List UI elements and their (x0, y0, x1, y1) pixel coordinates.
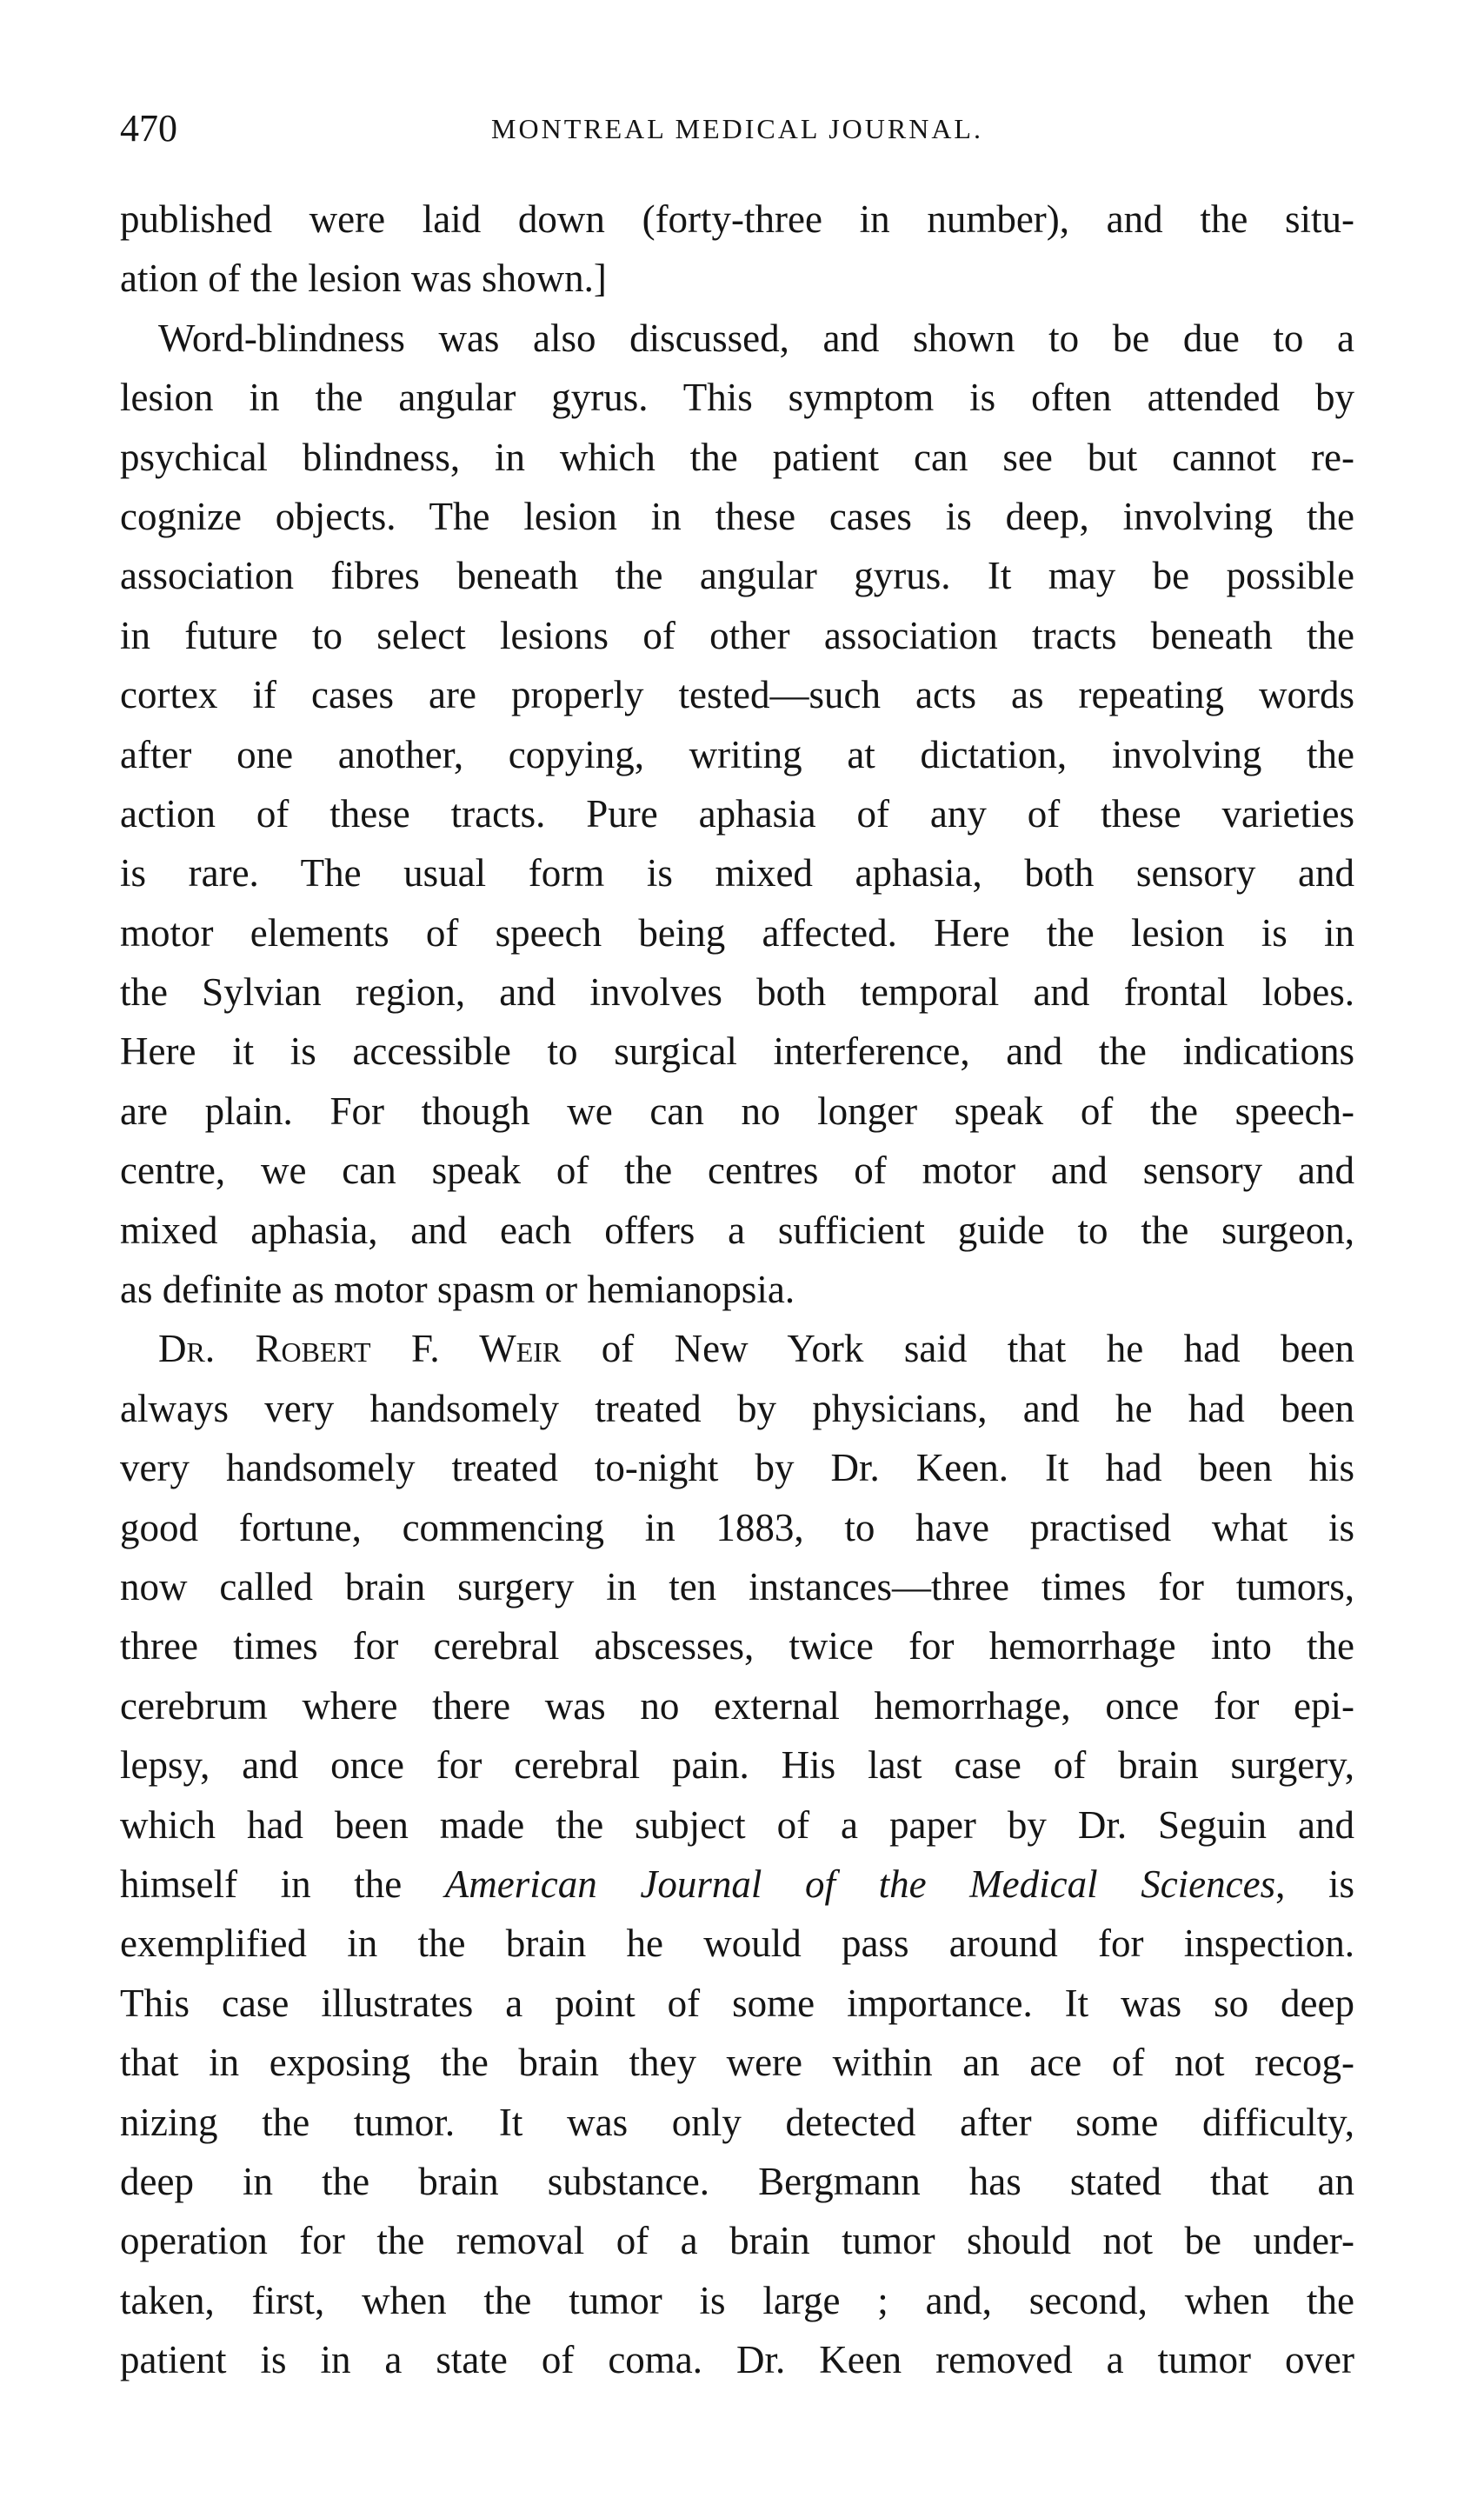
text-line: This case illustrates a point of some importance. It was so deep (120, 1981, 1354, 2025)
text-line: exemplified in the brain he would pass around for inspection. (120, 1922, 1354, 1966)
text-line: deep in the brain substance. Bergmann has stated that an (120, 2159, 1354, 2203)
text-line: cognize objects. The lesion in these cases is deep, involving the (120, 494, 1354, 538)
text-line: operation for the removal of a brain tumor should not be under- (120, 2219, 1354, 2263)
body-text (120, 190, 1354, 2389)
text-line (120, 1855, 1354, 1914)
text-line: three times for cerebral abscesses, twice for hemorrhage into the (120, 1624, 1354, 1668)
text-line: lepsy, and once for cerebral pain. His last case of brain surgery, (120, 1743, 1354, 1788)
text-line: published were laid down (forty-three in number), and the situ- (120, 197, 1354, 241)
text-line: centre, we can speak of the centres of motor and sensory and (120, 1149, 1354, 1193)
text-line: cerebrum where there was no external hemorrhage, once for epi- (120, 1683, 1354, 1728)
text-line: always very handsomely treated by physicians, and he had been (120, 1386, 1354, 1430)
text-line: psychical blindness, in which the patient can see but cannot re- (120, 435, 1354, 479)
text-line: is rare. The usual form is mixed aphasia, both sensory and (120, 851, 1354, 896)
text-segment: of New York said that he had been (561, 1327, 1354, 1371)
text-line: cortex if cases are properly tested—such acts as repeating words (120, 673, 1354, 717)
journal-citation: American Journal of the Medical Sciences (444, 1862, 1276, 1906)
text-line: nizing the tumor. It was only detected after some difficulty, (120, 2100, 1354, 2144)
running-head (120, 103, 1354, 155)
text-line: that in exposing the brain they were within an ace of not recog- (120, 2041, 1354, 2085)
text-line: good fortune, commencing in 1883, to have practised what is (120, 1505, 1354, 1549)
text-line: patient is in a state of coma. Dr. Keen removed a tumor over (120, 2338, 1354, 2382)
journal-title: MONTREAL MEDICAL JOURNAL. (491, 113, 983, 144)
text-line: now called brain surgery in ten instances—three times for tumors, (120, 1564, 1354, 1609)
text-line: in future to select lesions of other association tracts beneath the (120, 613, 1354, 657)
text-line: association fibres beneath the angular gyrus. It may be possible (120, 554, 1354, 598)
text-line: as definite as motor spasm or hemianopsia. (120, 1268, 795, 1312)
text-line: Word-blindness was also discussed, and shown to be due to a (158, 316, 1354, 360)
page-number: 470 (120, 107, 177, 150)
text-line: taken, first, when the tumor is large ; and, second, when the (120, 2278, 1354, 2322)
text-line: the Sylvian region, and involves both temporal and frontal lobes. (120, 970, 1354, 1015)
text-segment: himself in the (120, 1862, 445, 1906)
text-line: which had been made the subject of a paper by Dr. Seguin and (120, 1802, 1354, 1847)
text-line: lesion in the angular gyrus. This symptom is often attended by (120, 376, 1354, 420)
speaker-name: Dr. Robert F. Weir (158, 1327, 562, 1371)
text-line: very handsomely treated to-night by Dr. Keen. It had been his (120, 1446, 1354, 1490)
text-line: motor elements of speech being affected. Here the lesion is in (120, 910, 1354, 955)
text-line: mixed aphasia, and each offers a sufficient guide to the surgeon, (120, 1208, 1354, 1252)
text-line: action of these tracts. Pure aphasia of any of these varieties (120, 791, 1354, 836)
text-line: after one another, copying, writing at dictation, involving the (120, 732, 1354, 776)
text-line: are plain. For though we can no longer speak of the speech- (120, 1089, 1354, 1133)
text-segment: , is (1275, 1862, 1354, 1906)
text-line: Here it is accessible to surgical interference, and the indications (120, 1029, 1354, 1074)
text-line (120, 1319, 1354, 1378)
text-line: ation of the lesion was shown.] (120, 256, 607, 301)
